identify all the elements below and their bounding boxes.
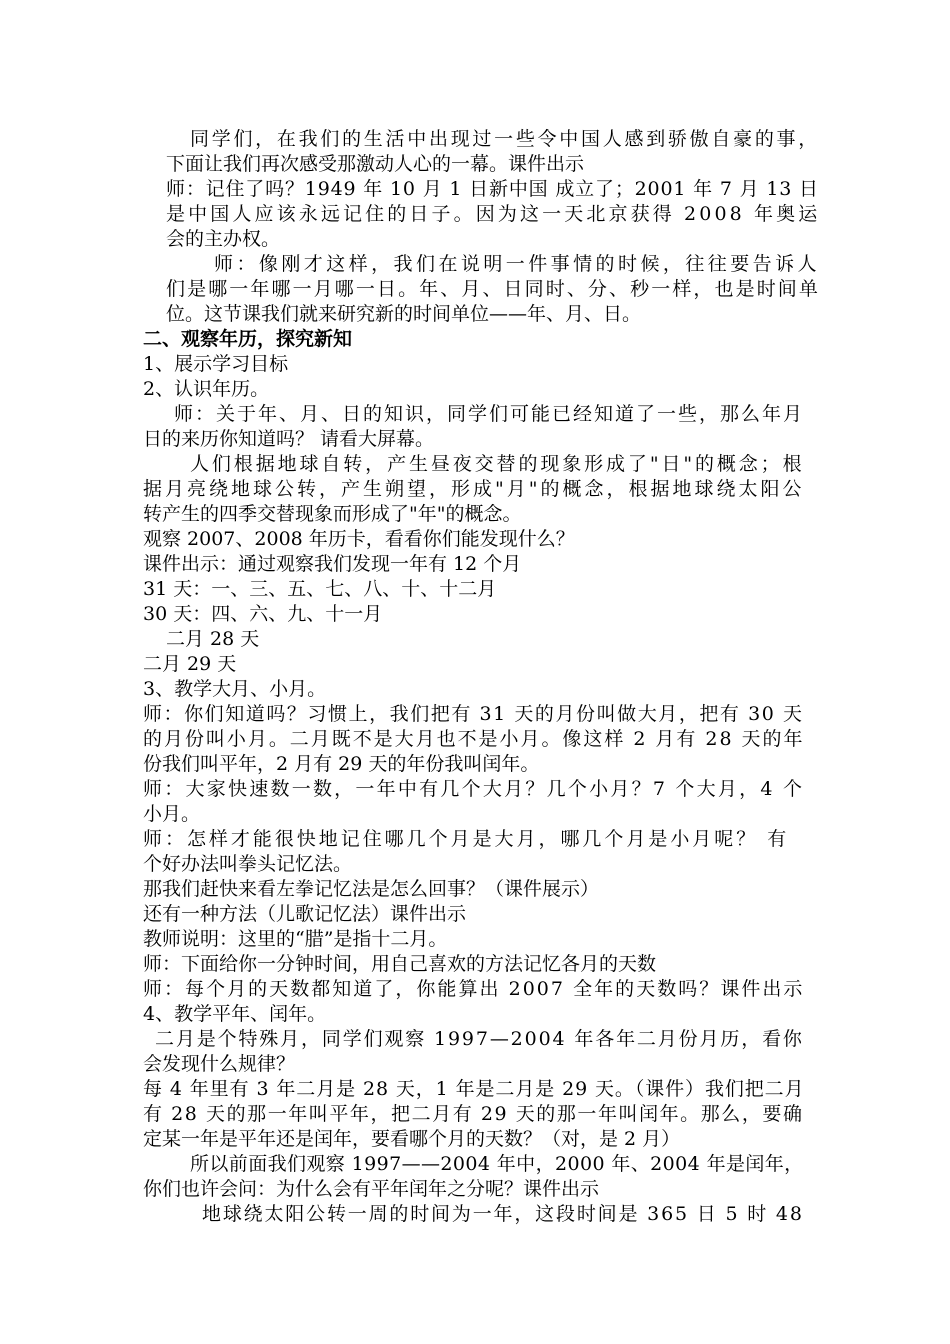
paragraph-line: 的月份叫小月。二月既不是大月也不是小月。像这样 2 月有 28 天的年 [143, 728, 805, 750]
paragraph-line: 师：大家快速数一数，一年中有几个大月？几个小月？7 个大月，4 个 [143, 778, 805, 800]
paragraph-line: 们是哪一年哪一月哪一日。年、月、日同时、分、秒一样，也是时间单 [166, 278, 821, 300]
paragraph-line: 会的主办权。 [166, 228, 281, 250]
paragraph-line: 每 4 年里有 3 年二月是 28 天，1 年是二月是 29 天。（课件）我们把二月 [143, 1078, 805, 1100]
list-item: 2、认识年历。 [143, 378, 270, 400]
paragraph-line: 日的来历你知道吗？ 请看大屏幕。 [143, 428, 435, 450]
paragraph-line: 定某一年是平年还是闰年，要看哪个月的天数？（对，是 2 月） [143, 1128, 681, 1150]
paragraph-line: 是中国人应该永远记住的日子。因为这一天北京获得 2008 年奥运 [166, 203, 821, 225]
paragraph-line: 下面让我们再次感受那激动人心的一幕。课件出示 [166, 153, 585, 175]
paragraph-line: 30 天：四、六、九、十一月 [143, 603, 383, 625]
paragraph-line: 人们根据地球自转，产生昼夜交替的现象形成了"日"的概念；根 [190, 453, 805, 475]
paragraph-line: 二月是个特殊月，同学们观察 1997—2004 年各年二月份月历，看你 [155, 1028, 804, 1050]
paragraph-line: 转产生的四季交替现象而形成了"年"的概念。 [143, 503, 522, 525]
paragraph-line: 师：你们知道吗？习惯上，我们把有 31 天的月份叫做大月，把有 30 天 [143, 703, 804, 725]
paragraph-line: 师：怎样才能很快地记住哪几个月是大月，哪几个月是小月呢？ 有 [143, 828, 790, 850]
paragraph-line: 师：记住了吗？1949 年 10 月 1 日新中国 成立了；2001 年 7 月 13 日 [166, 178, 819, 200]
paragraph-line: 位。这节课我们就来研究新的时间单位——年、月、日。 [166, 303, 642, 325]
paragraph-line: 还有一种方法（儿歌记忆法）课件出示 [143, 903, 467, 925]
paragraph-line: 31 天：一、三、五、七、八、十、十二月 [143, 578, 497, 600]
paragraph-line: 课件出示：通过观察我们发现一年有 12 个月 [143, 553, 522, 575]
paragraph-line: 地球绕太阳公转一周的时间为一年，这段时间是 365 日 5 时 48 [202, 1203, 804, 1225]
paragraph-line: 有 28 天的那一年叫平年，把二月有 29 天的那一年叫闰年。那么，要确 [143, 1103, 804, 1125]
paragraph-line: 师：关于年、月、日的知识，同学们可能已经知道了一些，那么年月 [174, 403, 805, 425]
section-heading: 二、观察年历，探究新知 [143, 328, 353, 350]
paragraph-line: 份我们叫平年，2 月有 29 天的年份我叫闰年。 [143, 753, 540, 775]
paragraph-line: 师：下面给你一分钟时间，用自己喜欢的方法记忆各月的天数 [143, 953, 657, 975]
paragraph-line: 那我们赶快来看左拳记忆法是怎么回事？（课件展示） [143, 878, 600, 900]
paragraph-line: 据月亮绕地球公转，产生朔望，形成"月"的概念，根据地球绕太阳公 [143, 478, 805, 500]
paragraph-line: 小月。 [143, 803, 201, 825]
list-item: 1、展示学习目标 [143, 353, 289, 375]
paragraph-line: 二月 28 天 [166, 628, 260, 650]
paragraph-line: 你们也许会问：为什么会有平年闰年之分呢？课件出示 [143, 1178, 600, 1200]
list-item: 3、教学大月、小月。 [143, 678, 327, 700]
paragraph-line: 二月 29 天 [143, 653, 237, 675]
paragraph-line: 师：每个月的天数都知道了，你能算出 2007 全年的天数吗？课件出示 [143, 978, 805, 1000]
list-item: 4、教学平年、闰年。 [143, 1003, 327, 1025]
paragraph-line: 观察 2007、2008 年历卡，看看你们能发现什么？ [143, 528, 575, 550]
paragraph-line: 所以前面我们观察 1997——2004 年中，2000 年、2004 年是闰年， [190, 1153, 804, 1175]
paragraph-line: 个好办法叫拳头记忆法。 [143, 853, 353, 875]
paragraph-line: 同学们，在我们的生活中出现过一些令中国人感到骄傲自豪的事， [190, 128, 821, 150]
paragraph-line: 会发现什么规律？ [143, 1053, 296, 1075]
paragraph-line: 教师说明：这里的“腊”是指十二月。 [143, 928, 448, 950]
paragraph-line: 师：像刚才这样，我们在说明一件事情的时候，往往要告诉人 [214, 253, 821, 275]
